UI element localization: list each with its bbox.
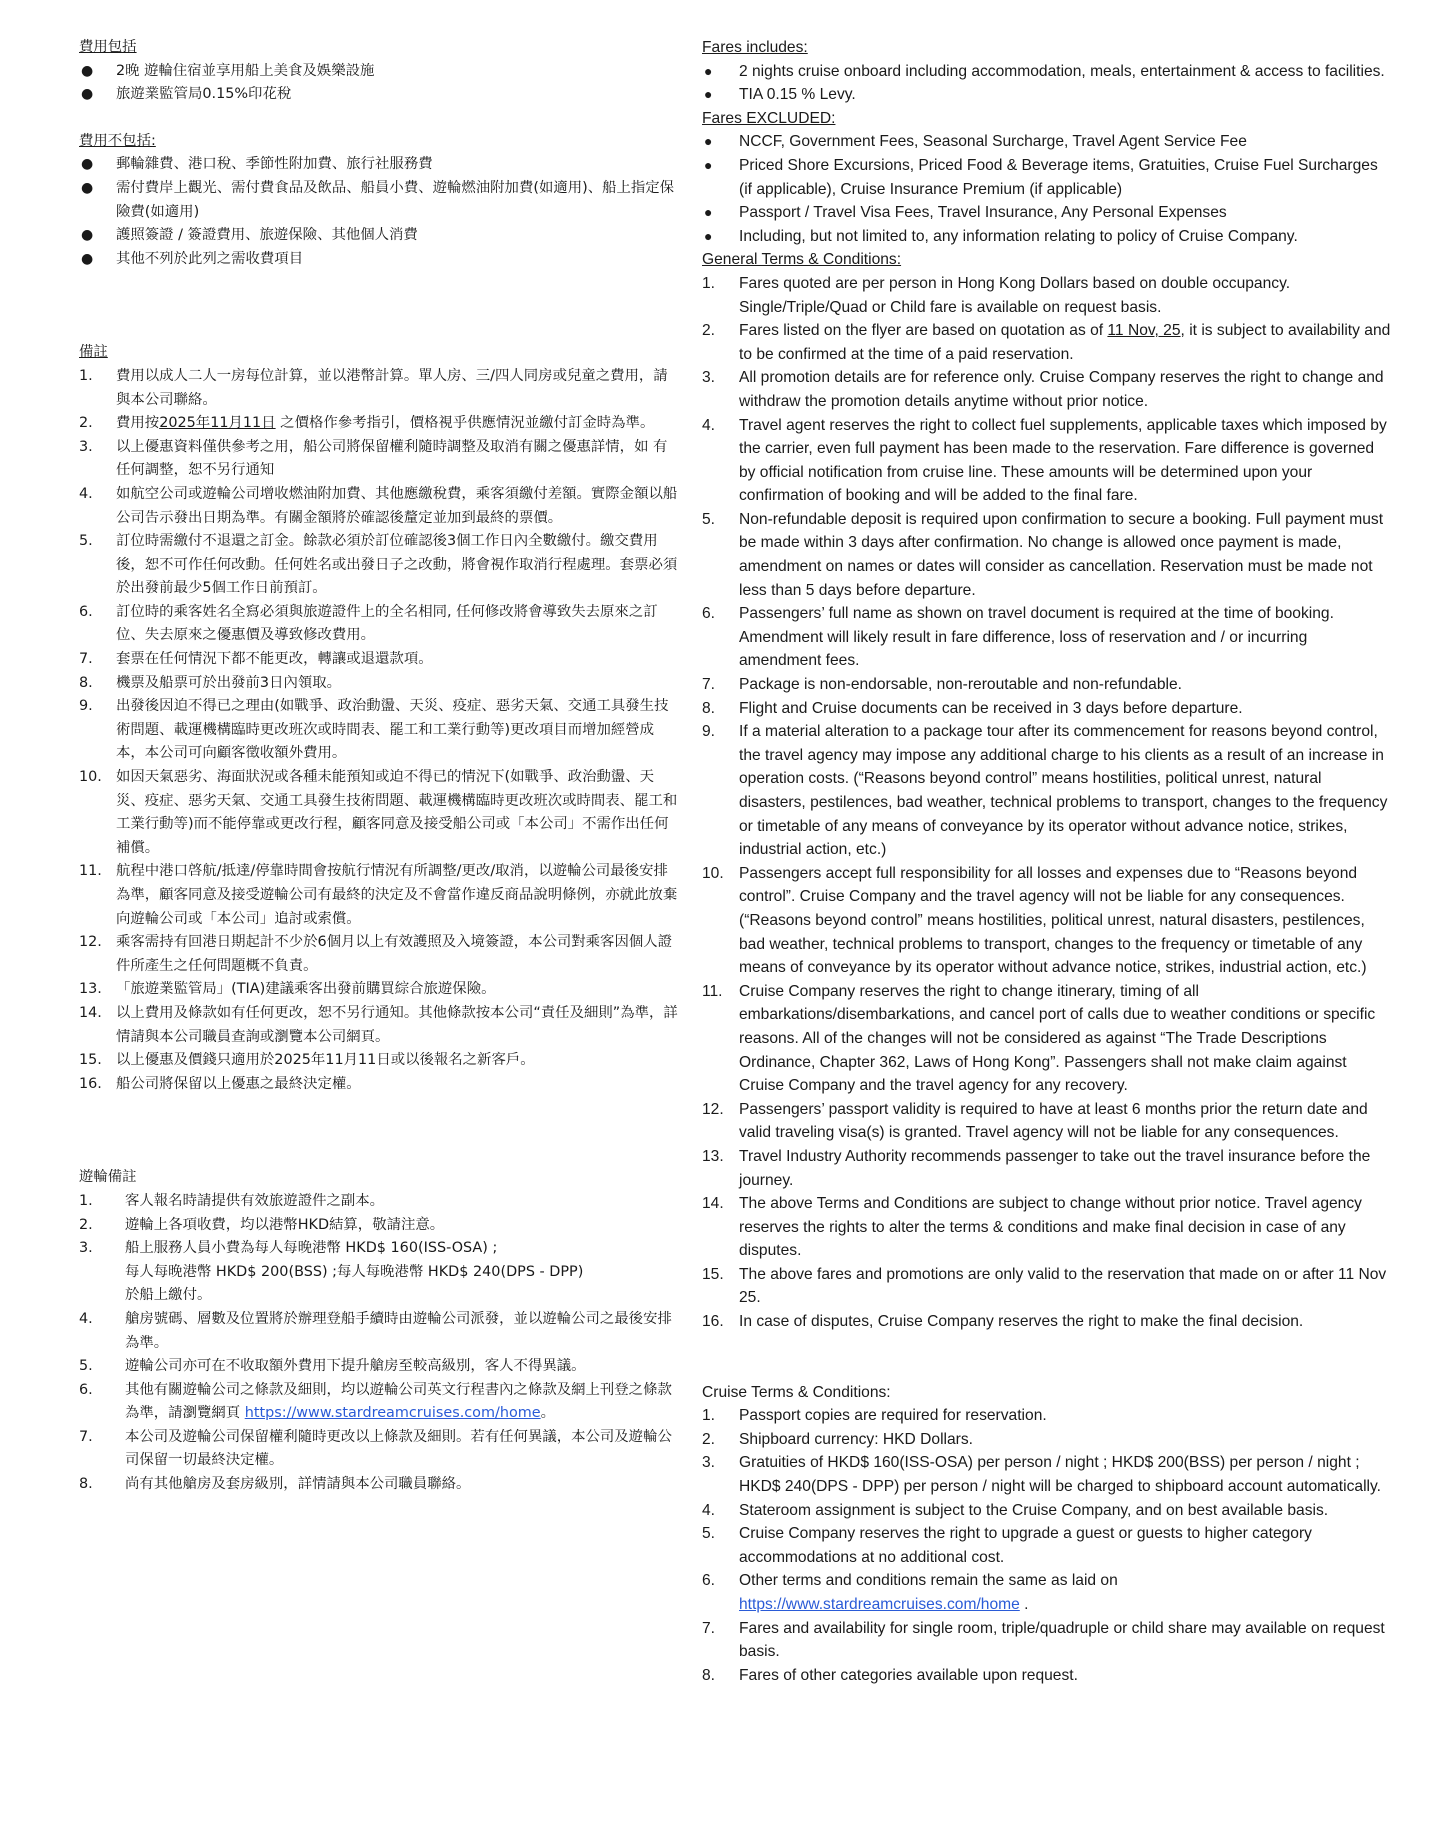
list-item-text: , it is subject to availability and to be confirmed at the time of a paid reservation.: [739, 322, 1391, 363]
list-item: [79, 672, 679, 696]
list-item-text: 套票在任何情況下都不能更改，轉讓或退還款項。: [116, 651, 433, 668]
list-item-text: 訂位時的乘客姓名全寫必須與旅遊證件上的全名相同, 任何修改將會導致失去原來之訂位、失去原來之優惠價及導致修改費用。: [116, 603, 658, 644]
list-item: [79, 1002, 679, 1049]
list-item: [79, 1308, 679, 1355]
list-item: [702, 83, 1392, 107]
right-includes-section: [702, 36, 1392, 107]
right-general-list: [702, 272, 1392, 1334]
list-item-text: Including, but not limited to, any information relating to policy of Cruise Company.: [739, 227, 1298, 245]
list-item: [702, 980, 1392, 1098]
list-item: [79, 436, 679, 483]
item-number: 16.: [702, 1313, 724, 1331]
list-item: [79, 1214, 679, 1238]
item-number: 7.: [79, 651, 93, 668]
list-item-text: Travel agent reserves the right to collect fuel supplements, applicable taxes which imposed by the carrier, even full payment has been made to the reservation. Fare difference is governed by official notification from cruise line. These amounts will be determined upon your confirmation of booking and will be added to the final fare.: [739, 416, 1387, 505]
list-item-text: 乘客需持有回港日期起計不少於6個月以上有效護照及入境簽證，本公司對乘客因個人證件所產生之任何問題概不負責。: [116, 934, 673, 974]
item-number: 1.: [702, 1407, 716, 1425]
list-item-text: TIA 0.15 % Levy.: [739, 86, 856, 104]
english-terms-column: [702, 36, 1392, 1687]
list-item: [79, 648, 679, 672]
list-item: [79, 766, 679, 860]
list-item: [79, 1379, 679, 1426]
list-item: [702, 1145, 1392, 1192]
list-item-text: Flight and Cruise documents can be received in 3 days before departure.: [739, 699, 1243, 717]
list-item-text: In case of disputes, Cruise Company reserves the right to make the final decision.: [739, 1313, 1304, 1331]
list-item: [79, 248, 679, 272]
left-cruise-remarks-section: [79, 1166, 679, 1496]
list-item-text: 訂位時需繳付不退還之訂金。餘款必須於訂位確認後3個工作日內全數繳付。繳交費用後，恕不可作任何改動。任何姓名或出發日子之改動，將會視作取消行程處理。套票必須於出發前最少5個工作日前預訂。: [116, 533, 678, 597]
list-item-text: Passport copies are required for reservation.: [739, 1407, 1047, 1425]
list-item: [702, 697, 1392, 721]
item-number: 7.: [79, 1428, 93, 1445]
list-item: [702, 508, 1392, 602]
right-cruise-heading: Cruise Terms & Conditions:: [702, 1383, 891, 1401]
list-item-text: 以上費用及條款如有任何更改，恕不另行通知。其他條款按本公司“責任及細則”為準，詳情請與本公司職員查詢或瀏覽本公司網頁。: [116, 1004, 678, 1045]
bullet-dot-icon: ●: [81, 86, 94, 103]
list-item-text: 遊輪上各項收費，均以港幣HKD結算，敬請注意。: [125, 1216, 445, 1233]
item-number: 13.: [79, 981, 102, 998]
list-item: [79, 1426, 679, 1473]
list-item: [79, 931, 679, 978]
list-item-text: 以上優惠及價錢只適用於2025年11月11日或以後報名之新客戶。: [116, 1052, 535, 1069]
list-item-text: 。: [540, 1405, 556, 1422]
bullet-dot-icon: ●: [81, 179, 94, 196]
list-item-line: 每人每晚港幣 HKD$ 200(BSS) ;每人每晚港幣 HKD$ 240(DPS - DPP): [125, 1263, 584, 1280]
chinese-terms-column: [79, 36, 679, 1497]
item-number: 1.: [702, 274, 716, 292]
list-item-text: .: [1019, 1596, 1029, 1613]
item-number: 1.: [79, 1192, 93, 1209]
item-number: 3.: [702, 369, 716, 387]
item-number: 15.: [79, 1052, 102, 1069]
list-item-text: 本公司及遊輪公司保留權利隨時更改以上條款及細則。若有任何異議，本公司及遊輪公司保留一切最終決定權。: [125, 1428, 672, 1469]
list-item-text: Priced Shore Excursions, Priced Food & Beverage items, Gratuities, Cruise Fuel Surcharges (if applicable), Cruise Insurance Premium (if applicable): [739, 156, 1378, 198]
list-item-text: Non-refundable deposit is required upon confirmation to secure a booking. Full payment must be made within 3 days after confirmation. No change is allowed once payment is made, amendment on names or dates will consider as cancellation. Reservation must be made not less than 5 days before departure.: [739, 510, 1384, 599]
right-includes-heading: Fares includes:: [702, 39, 808, 56]
list-item-text: Travel Industry Authority recommends passenger to take out the travel insurance before the journey.: [739, 1147, 1371, 1189]
right-includes-list: [702, 60, 1392, 107]
item-number: 8.: [79, 1476, 93, 1493]
list-item: [702, 1428, 1392, 1452]
item-number: 6.: [79, 1381, 93, 1398]
right-excluded-list: [702, 130, 1392, 248]
left-remarks-heading: 備註: [79, 344, 108, 361]
list-item-text: Cruise Company reserves the right to upgrade a guest or guests to higher category accommodations at no additional cost.: [739, 1525, 1312, 1566]
list-item-text: The above fares and promotions are only valid to the reservation that made on or after 11 Nov 25.: [739, 1265, 1387, 1307]
list-item: [702, 366, 1392, 413]
list-item: [79, 153, 679, 177]
list-item-text: The above Terms and Conditions are subject to change without prior notice. Travel agency reserves the rights to alter the terms & conditions and make final decision in case of any disputes.: [739, 1195, 1362, 1260]
bullet-dot-icon: ●: [704, 86, 713, 103]
item-number: 2.: [702, 322, 716, 340]
list-item: [79, 601, 679, 648]
bullet-dot-icon: ●: [704, 227, 713, 244]
list-item-text: 以上優惠資料僅供參考之用，船公司將保留權利隨時調整及取消有關之優惠詳情，如 有任何調整，恕不另行通知: [116, 438, 668, 479]
list-item-text: 「旅遊業監管局」(TIA)建議乘客出發前購買綜合旅遊保險。: [116, 981, 496, 998]
list-item-text: 遊輪公司亦可在不收取額外費用下提升艙房至較高級別，客人不得異議。: [125, 1358, 586, 1375]
item-number: 3.: [79, 438, 93, 455]
item-number: 4.: [79, 485, 93, 502]
list-item-text: Passport / Travel Visa Fees, Travel Insurance, Any Personal Expenses: [739, 204, 1227, 222]
list-item-text: If a material alteration to a package tour after its commencement for reasons beyond control, the travel agency may impose any additional charge to his clients as a result of an increase in operation costs. (“Reasons beyond control” means hostilities, political unrest, natural disasters, pestilences, bad weather, technical problems to transport, changes to the frequency or timetable of any means of conveyance by its operator without advance notice, strikes, industrial action, etc.): [739, 723, 1388, 859]
list-item: [702, 673, 1392, 697]
list-item-text: 其他不列於此列之需收費項目: [116, 250, 304, 267]
list-item: [702, 60, 1392, 84]
cruise-website-link[interactable]: https://www.stardreamcruises.com/home: [244, 1405, 541, 1422]
list-item-text: 機票及船票可於出發前3日內領取。: [116, 674, 342, 691]
list-item-text: 2 nights cruise onboard including accommodation, meals, entertainment & access to facilities.: [739, 62, 1385, 80]
list-item-text: 如航空公司或遊輪公司增收燃油附加費、其他應繳稅費，乘客須繳付差額。實際金額以船公司告示發出日期為準。有關金額將於確認後釐定並加到最終的票價。: [116, 485, 678, 526]
list-item: [79, 1190, 679, 1214]
item-number: 2.: [702, 1430, 716, 1448]
list-item: [702, 1263, 1392, 1310]
list-item: [79, 978, 679, 1002]
right-general-section: [702, 248, 1392, 1333]
list-item: [702, 602, 1392, 673]
list-item-text: Shipboard currency: HKD Dollars.: [739, 1430, 973, 1448]
item-number: 8.: [702, 699, 716, 717]
item-number: 6.: [702, 605, 716, 623]
list-item: [702, 225, 1392, 249]
list-item: [702, 130, 1392, 154]
right-general-heading: General Terms & Conditions:: [702, 251, 902, 269]
left-includes-section: [79, 36, 679, 107]
list-item: [702, 319, 1392, 366]
list-item: [702, 272, 1392, 319]
item-number: 12.: [79, 934, 102, 951]
list-item: [79, 365, 679, 412]
list-item: [79, 1355, 679, 1379]
item-number: 10.: [702, 864, 724, 882]
date-text: 2025年11月11日: [159, 415, 276, 432]
right-cruise-list: [702, 1404, 1392, 1687]
list-item: [702, 414, 1392, 508]
item-number: 9.: [702, 723, 716, 741]
item-number: 7.: [702, 1619, 716, 1637]
left-remarks-section: [79, 341, 679, 1096]
item-number: 4.: [702, 1501, 716, 1519]
list-item: [79, 1073, 679, 1097]
list-item: [702, 1192, 1392, 1263]
left-excludes-section: [79, 130, 679, 272]
list-item-text: Other terms and conditions remain the same as laid on: [739, 1572, 1118, 1590]
list-item-text: Fares listed on the flyer are based on quotation as of: [739, 322, 1108, 340]
left-excludes-list: [79, 153, 679, 271]
list-item-text: 之價格作參考指引，價格視乎供應情況並繳付訂金時為準。: [275, 415, 655, 432]
list-item-text: Fares of other categories available upon request.: [739, 1666, 1078, 1684]
list-item: [702, 1451, 1392, 1498]
item-number: 4.: [79, 1310, 93, 1327]
list-item-text: Package is non-endorsable, non-reroutable and non-refundable.: [739, 676, 1182, 694]
list-item: [702, 1664, 1392, 1688]
list-item-text: 尚有其他艙房及套房級別，詳情請與本公司職員聯絡。: [125, 1476, 471, 1493]
list-item-text: 郵輪雜費、港口稅、季節性附加費、旅行社服務費: [116, 156, 433, 173]
item-number: 14.: [702, 1195, 724, 1213]
item-number: 4.: [702, 416, 716, 434]
list-item-text: Cruise Company reserves the right to change itinerary, timing of all embarkations/disembarkations, and cancel port of calls due to weather conditions or specific reasons. All of the changes will not be considered as against “The Trade Descriptions Ordinance, Chapter 362, Laws of Hong Kong”. Passengers shall not make claim against Cruise Company and the travel agency for any recovery.: [739, 982, 1376, 1095]
list-item-text: 客人報名時請提供有效旅遊證件之副本。: [125, 1192, 385, 1209]
list-item-text: 艙房號碼、層數及位置將於辦理登船手續時由遊輪公司派發，並以遊輪公司之最後安排為準。: [125, 1310, 672, 1351]
bullet-dot-icon: ●: [704, 156, 713, 173]
bullet-dot-icon: ●: [81, 62, 94, 79]
list-item: [79, 412, 679, 436]
left-includes-heading: 費用包括: [79, 39, 137, 55]
right-excluded-heading: Fares EXCLUDED:: [702, 109, 836, 127]
bullet-dot-icon: ●: [81, 156, 94, 173]
item-number: 9.: [79, 698, 93, 715]
left-includes-list: [79, 60, 679, 107]
bullet-dot-icon: ●: [81, 250, 94, 267]
bullet-dot-icon: ●: [81, 227, 94, 244]
item-number: 12.: [702, 1100, 724, 1118]
list-item-text: 費用按: [116, 415, 160, 432]
list-item: [702, 720, 1392, 862]
cruise-website-link[interactable]: https://www.stardreamcruises.com/home: [739, 1596, 1020, 1613]
list-item: [79, 1237, 679, 1308]
item-number: 14.: [79, 1004, 102, 1021]
list-item: [79, 695, 679, 766]
list-item-text: Fares quoted are per person in Hong Kong Dollars based on double occupancy. Single/Triple/Quad or Child fare is available on request basis.: [739, 274, 1291, 316]
date-text: 11 Nov, 25: [1107, 322, 1181, 340]
list-item: [702, 154, 1392, 201]
item-number: 6.: [702, 1572, 716, 1590]
list-item-line: 於船上繳付。: [125, 1287, 212, 1304]
item-number: 3.: [702, 1454, 716, 1472]
list-item-line: 船上服務人員小費為每人每晚港幣 HKD$ 160(ISS-OSA) ;: [125, 1240, 498, 1257]
list-item: [702, 1098, 1392, 1145]
list-item-text: 護照簽證 / 簽證費用、旅遊保險、其他個人消費: [116, 227, 418, 244]
item-number: 16.: [79, 1075, 102, 1092]
item-number: 11.: [702, 982, 723, 1000]
item-number: 10.: [79, 769, 102, 786]
list-item: [702, 201, 1392, 225]
list-item: [702, 1569, 1392, 1616]
item-number: 5.: [79, 533, 93, 550]
list-item-text: Fares and availability for single room, triple/quadruple or child share may available on request basis.: [739, 1619, 1385, 1661]
item-number: 15.: [702, 1265, 724, 1283]
list-item: [702, 1404, 1392, 1428]
item-number: 5.: [79, 1358, 93, 1375]
list-item-text: NCCF, Government Fees, Seasonal Surcharge, Travel Agent Service Fee: [739, 133, 1247, 151]
list-item-text: Passengers accept full responsibility for all losses and expenses due to “Reasons beyond control”. Cruise Company and the travel agency will not be liable for any consequences. (“Reasons beyond control” means hostilities, political unrest, natural disasters, pestilences, bad weather, technical problems to transport, changes to the frequency or timetable of any means of conveyance by its operator without advance notice, strikes, industrial action, etc.): [739, 864, 1367, 977]
right-cruise-section: [702, 1381, 1392, 1688]
item-number: 13.: [702, 1147, 724, 1165]
item-number: 5.: [702, 1525, 716, 1543]
list-item: [79, 530, 679, 601]
item-number: 8.: [702, 1666, 716, 1684]
item-number: 11.: [79, 863, 102, 880]
item-number: 8.: [79, 674, 93, 691]
list-item: [79, 483, 679, 530]
list-item-text: 出發後因迫不得已之理由(如戰爭、政治動盪、天災、疫症、惡劣天氣、交通工具發生技術問題、載運機構臨時更改班次或時間表、罷工和工業行動等)更改項目而增加經營成本，本公司可向顧客徵收額外費用。: [116, 698, 669, 762]
bullet-dot-icon: ●: [704, 133, 713, 150]
list-item-text: 旅遊業監管局0.15%印花稅: [116, 86, 292, 103]
list-item-text: All promotion details are for reference only. Cruise Company reserves the right to change and withdraw the promotion details anytime without prior notice.: [739, 369, 1384, 410]
bullet-dot-icon: ●: [704, 62, 713, 79]
list-item: [702, 1522, 1392, 1569]
list-item-text: Passengers’ passport validity is required to have at least 6 months prior the return date and valid traveling visa(s) is granted. Travel agency will not be liable for any consequences.: [739, 1100, 1368, 1142]
list-item: [79, 60, 679, 84]
list-item: [79, 224, 679, 248]
left-cruise-remarks-heading: 遊輪備註: [79, 1169, 137, 1186]
item-number: 1.: [79, 367, 93, 384]
list-item: [702, 862, 1392, 980]
list-item: [79, 1473, 679, 1497]
item-number: 7.: [702, 676, 716, 694]
right-excluded-section: [702, 107, 1392, 249]
item-number: 2.: [79, 415, 93, 432]
list-item-text: 2晚 遊輪住宿並享用船上美食及娛樂設施: [116, 62, 375, 79]
list-item-text: 如因天氣惡劣、海面狀況或各種未能預知或迫不得已的情況下(如戰爭、政治動盪、天災、疫症、惡劣天氣、交通工具發生技術問題、載運機構臨時更改班次或時間表、罷工和工業行動等)而不能停靠或更改行程，顧客同意及接受船公司或「本公司」不需作出任何補償。: [116, 769, 678, 856]
item-number: 2.: [79, 1216, 93, 1233]
list-item-text: 費用以成人二人一房每位計算，並以港幣計算。單人房、三/四人同房或兒童之費用，請與本公司聯絡。: [116, 367, 668, 408]
bullet-dot-icon: ●: [704, 204, 713, 221]
list-item-text: Stateroom assignment is subject to the Cruise Company, and on best available basis.: [739, 1501, 1329, 1519]
item-number: 6.: [79, 603, 93, 620]
left-remarks-list: [79, 365, 679, 1096]
list-item-text: 航程中港口啓航/抵達/停靠時間會按航行情況有所調整/更改/取消，以遊輪公司最後安排為準，顧客同意及接受遊輪公司有最終的決定及不會當作違反商品說明條例，亦就此放棄向遊輪公司或「本公司」追討或索償。: [116, 863, 678, 927]
list-item: [702, 1617, 1392, 1664]
list-item-text: 船公司將保留以上優惠之最終決定權。: [116, 1075, 361, 1092]
list-item: [79, 177, 679, 224]
list-item: [702, 1310, 1392, 1334]
left-excludes-heading: 費用不包括:: [79, 132, 156, 149]
list-item-text: 其他有關遊輪公司之條款及細則，均以遊輪公司英文行程書內之條款及網上刊登之條款為準，請瀏覽網頁: [125, 1381, 672, 1422]
list-item-text: Passengers’ full name as shown on travel document is required at the time of booking. Amendment will likely result in fare difference, loss of reservation and / or incurring amendment fees.: [739, 605, 1334, 670]
item-number: 3.: [79, 1240, 93, 1257]
list-item: [79, 860, 679, 931]
left-cruise-remarks-list: [79, 1190, 679, 1497]
list-item: [702, 1499, 1392, 1523]
item-number: 5.: [702, 510, 716, 528]
list-item: [79, 1049, 679, 1073]
list-item: [79, 83, 679, 107]
list-item-text: 需付費岸上觀光、需付費食品及飲品、船員小費、遊輪燃油附加費(如適用)、船上指定保險費(如適用): [116, 179, 675, 220]
list-item-text: Gratuities of HKD$ 160(ISS-OSA) per person / night ; HKD$ 200(BSS) per person / night ; HKD$ 240(DPS - DPP) per person / night will be charged to shipboard account automatically.: [739, 1454, 1381, 1496]
